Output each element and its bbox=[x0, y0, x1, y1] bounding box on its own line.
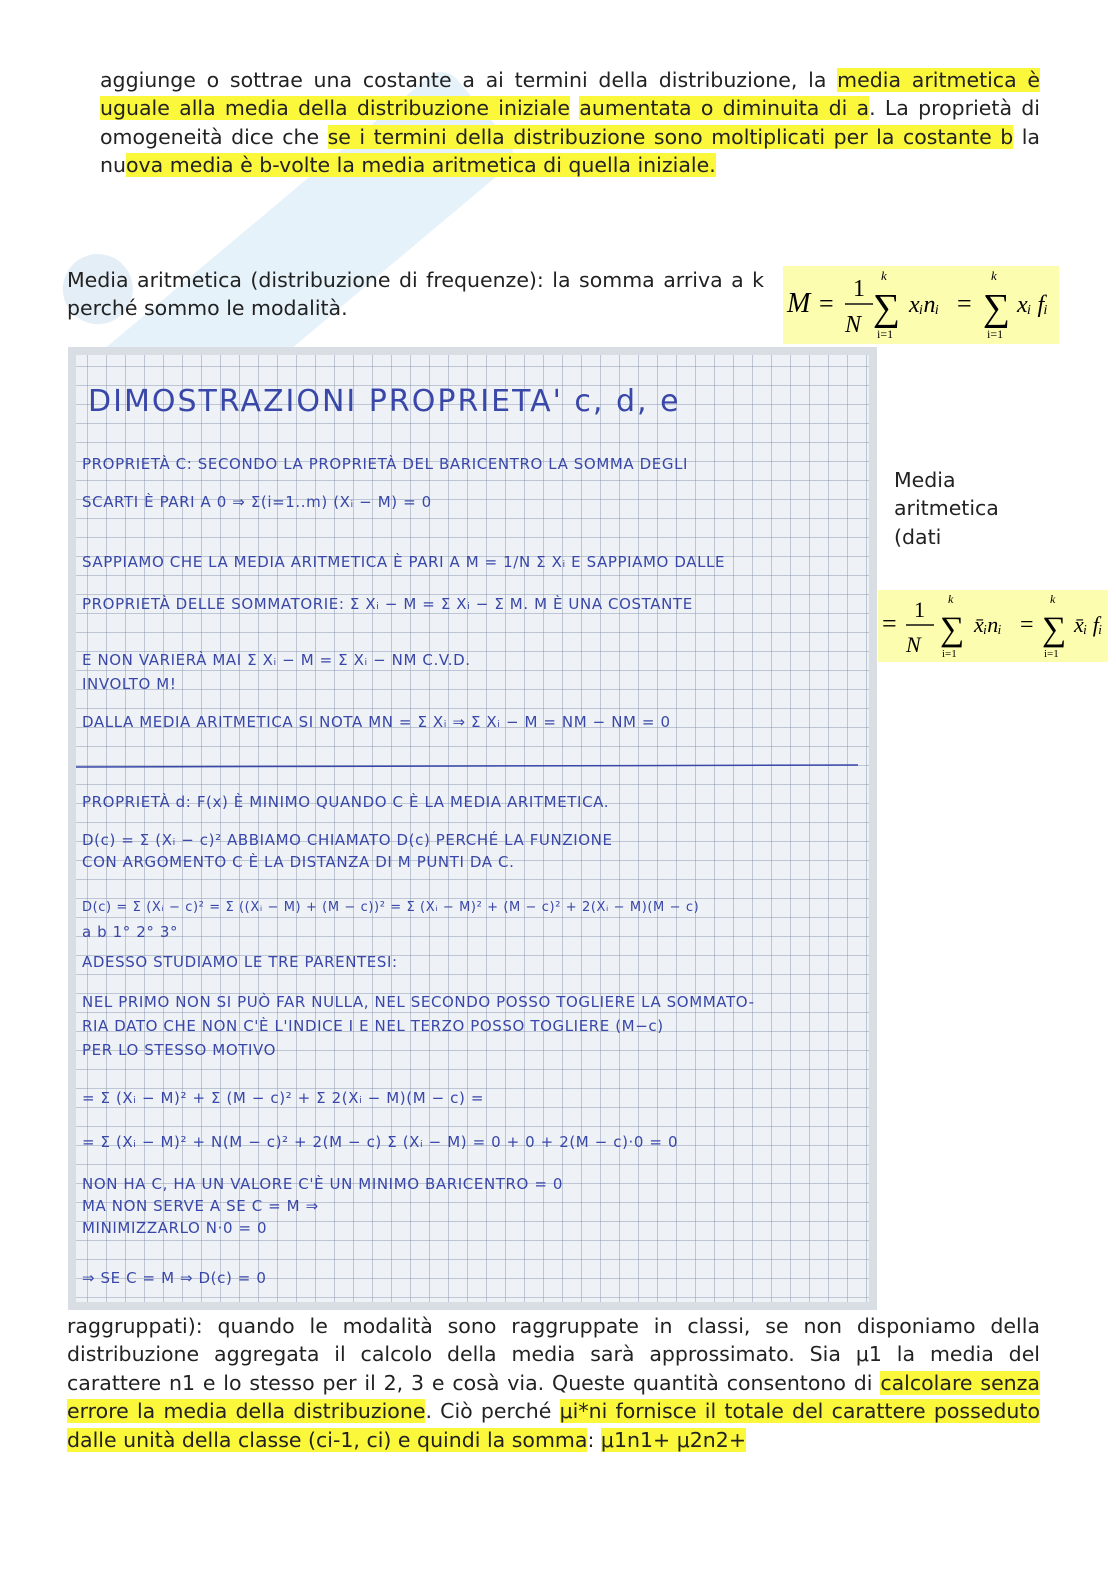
formula-denominator: N bbox=[845, 312, 862, 338]
notebook-title: DIMOSTRAZIONI PROPRIETA' c, d, e bbox=[88, 384, 681, 419]
formula2-lower-limit-2: i=1 bbox=[1044, 648, 1059, 660]
formula-lhs: M bbox=[787, 288, 811, 319]
highlighted-text: ova media è b-volte la media aritmetica di quella iniziale. bbox=[126, 153, 716, 178]
formula-weighted-mean bbox=[783, 266, 1059, 344]
notebook-line: SAPPIAMO CHE LA MEDIA ARITMETICA È PARI A M = 1/N Σ Xᵢ E SAPPIAMO DALLE bbox=[82, 553, 726, 571]
formula2-sum-symbol-2: ∑ bbox=[1042, 611, 1067, 648]
notebook-line: E NON VARIERÀ MAI Σ Xᵢ − M = Σ Xᵢ − NM C.V.D. bbox=[82, 651, 471, 669]
highlighted-text: μ1n1+ μ2n2+ bbox=[600, 1427, 747, 1452]
text-run: aggiunge o sottrae una costante a ai termini della distribuzione, la bbox=[100, 68, 838, 92]
formula-lower-limit: i=1 bbox=[877, 327, 894, 341]
formula2-lower-limit: i=1 bbox=[942, 648, 957, 660]
notebook-line: PROPRIETÀ DELLE SOMMATORIE: Σ Xᵢ − M = Σ Xᵢ − Σ M. M È UNA COSTANTE bbox=[82, 595, 693, 613]
side-caption bbox=[894, 466, 1044, 551]
formula-term2: xᵢ fᵢ bbox=[1017, 292, 1048, 318]
text-run: : bbox=[587, 1427, 601, 1452]
notebook-line: ⇒ SE C = M ⇒ D(c) = 0 bbox=[82, 1269, 267, 1287]
notebook-line: a b 1° 2° 3° bbox=[82, 923, 179, 941]
formula2-term1: x̄ᵢnᵢ bbox=[974, 612, 1002, 637]
notebook-line: D(c) = Σ (Xᵢ − c)² ABBIAMO CHIAMATO D(c) PERCHÉ LA FUNZIONE bbox=[82, 831, 613, 849]
formula-numerator: 1 bbox=[853, 276, 865, 302]
notebook-line: D(c) = Σ (Xᵢ − c)² = Σ ((Xᵢ − M) + (M − c))² = Σ (Xᵢ − M)² + (M − c)² + 2(Xᵢ − M)(M − c) bbox=[82, 900, 700, 915]
formula2-denominator: N bbox=[906, 632, 921, 657]
notebook-line: PER LO STESSO MOTIVO bbox=[82, 1041, 277, 1059]
formula-lower-limit-2: i=1 bbox=[987, 327, 1004, 341]
text-run: raggruppati): quando le modalità sono raggruppate in classi, se non disponiamo della distribuzione aggregata il calcolo della media sarà approssimato. Sia μ1 la media del carattere n1 e lo stesso per il 2, 3 e cosà via. Queste quantità consentono di bbox=[67, 1314, 1040, 1395]
notebook-line: = Σ (Xᵢ − M)² + Σ (M − c)² + Σ 2(Xᵢ − M)(M − c) = bbox=[82, 1089, 484, 1107]
formula2-sum-symbol: ∑ bbox=[940, 611, 965, 648]
formula2-term2: x̄ᵢ fᵢ bbox=[1074, 612, 1103, 637]
notebook-line: PROPRIETÀ d: F(x) È MINIMO QUANDO C È LA MEDIA ARITMETICA. bbox=[82, 793, 610, 811]
text-run: Media aritmetica (dati bbox=[894, 468, 999, 549]
highlighted-text: μi*ni fornisce il totale del carattere posseduto dalle unità della classe (ci-1, ci) e quindi la somma bbox=[67, 1399, 1040, 1452]
text-run: . Ciò perché bbox=[425, 1399, 560, 1424]
text-run: . La proprietà di omogeneità dice che bbox=[100, 96, 1040, 149]
formula-upper-limit: k bbox=[881, 268, 887, 283]
formula-sum-symbol-2: ∑ bbox=[983, 287, 1011, 329]
formula2-upper-limit-2: k bbox=[1050, 592, 1056, 606]
paragraph-frequency-mean bbox=[67, 266, 764, 323]
formula-equals-2: = bbox=[957, 289, 972, 318]
formula2-numerator: 1 bbox=[914, 597, 925, 622]
formula-equals: = bbox=[819, 289, 834, 318]
handwritten-notes-image bbox=[68, 347, 877, 1310]
notebook-line: = Σ (Xᵢ − M)² + N(M − c)² + 2(M − c) Σ (Xᵢ − M) = 0 + 0 + 2(M − c)·0 = 0 bbox=[82, 1133, 679, 1151]
notebook-line: INVOLTO M! bbox=[82, 675, 177, 693]
formula-sum-symbol: ∑ bbox=[873, 287, 901, 329]
formula2-equals-2: = bbox=[1020, 612, 1034, 638]
highlighted-text: calcolare senza errore la media della distribuzione bbox=[67, 1370, 1040, 1424]
notebook-line: NON HA C, HA UN VALORE C'È UN MINIMO BARICENTRO = 0 bbox=[82, 1175, 564, 1193]
formula2-upper-limit: k bbox=[948, 592, 954, 606]
highlighted-text: media aritmetica è uguale alla media della distribuzione iniziale bbox=[100, 68, 1040, 121]
notebook-line: CON ARGOMENTO C È LA DISTANZA DI M PUNTI DA C. bbox=[82, 853, 515, 871]
notebook-line: ADESSO STUDIAMO LE TRE PARENTESI: bbox=[82, 953, 398, 971]
paragraph-grouped-data bbox=[67, 1312, 1040, 1454]
notebook-line: DALLA MEDIA ARITMETICA SI NOTA MN = Σ Xᵢ ⇒ Σ Xᵢ − M = NM − NM = 0 bbox=[82, 713, 671, 731]
notebook-line: NEL PRIMO NON SI PUÒ FAR NULLA, NEL SECONDO POSSO TOGLIERE LA SOMMATO- bbox=[82, 993, 755, 1011]
text-run bbox=[570, 96, 579, 120]
formula-term1: xᵢnᵢ bbox=[909, 292, 940, 318]
text-run: la nu bbox=[100, 124, 1040, 178]
highlighted-text: aumentata o diminuita di a bbox=[579, 96, 870, 121]
highlighted-text: se i termini della distribuzione sono moltiplicati per la costante b bbox=[327, 124, 1014, 149]
notebook-line: RIA DATO CHE NON C'È L'INDICE I E NEL TERZO POSSO TOGLIERE (M−c) bbox=[82, 1017, 664, 1035]
notebook-line: PROPRIETÀ C: SECONDO LA PROPRIETÀ DEL BARICENTRO LA SOMMA DEGLI bbox=[82, 455, 689, 473]
notebook-line: MINIMIZZARLO N·0 = 0 bbox=[82, 1219, 268, 1237]
formula2-equals: = bbox=[882, 609, 897, 638]
notebook-divider bbox=[76, 765, 858, 767]
formula-grouped-mean bbox=[878, 590, 1108, 662]
formula-upper-limit-2: k bbox=[991, 268, 997, 283]
notebook-line: SCARTI È PARI A 0 ⇒ Σ(i=1..m) (Xᵢ − M) = 0 bbox=[82, 493, 432, 511]
paragraph-properties bbox=[100, 66, 1040, 180]
notebook-line: MA NON SERVE A SE C = M ⇒ bbox=[82, 1197, 319, 1215]
text-run: Media aritmetica (distribuzione di frequenze): la somma arriva a k perché sommo le modalità. bbox=[67, 268, 764, 321]
